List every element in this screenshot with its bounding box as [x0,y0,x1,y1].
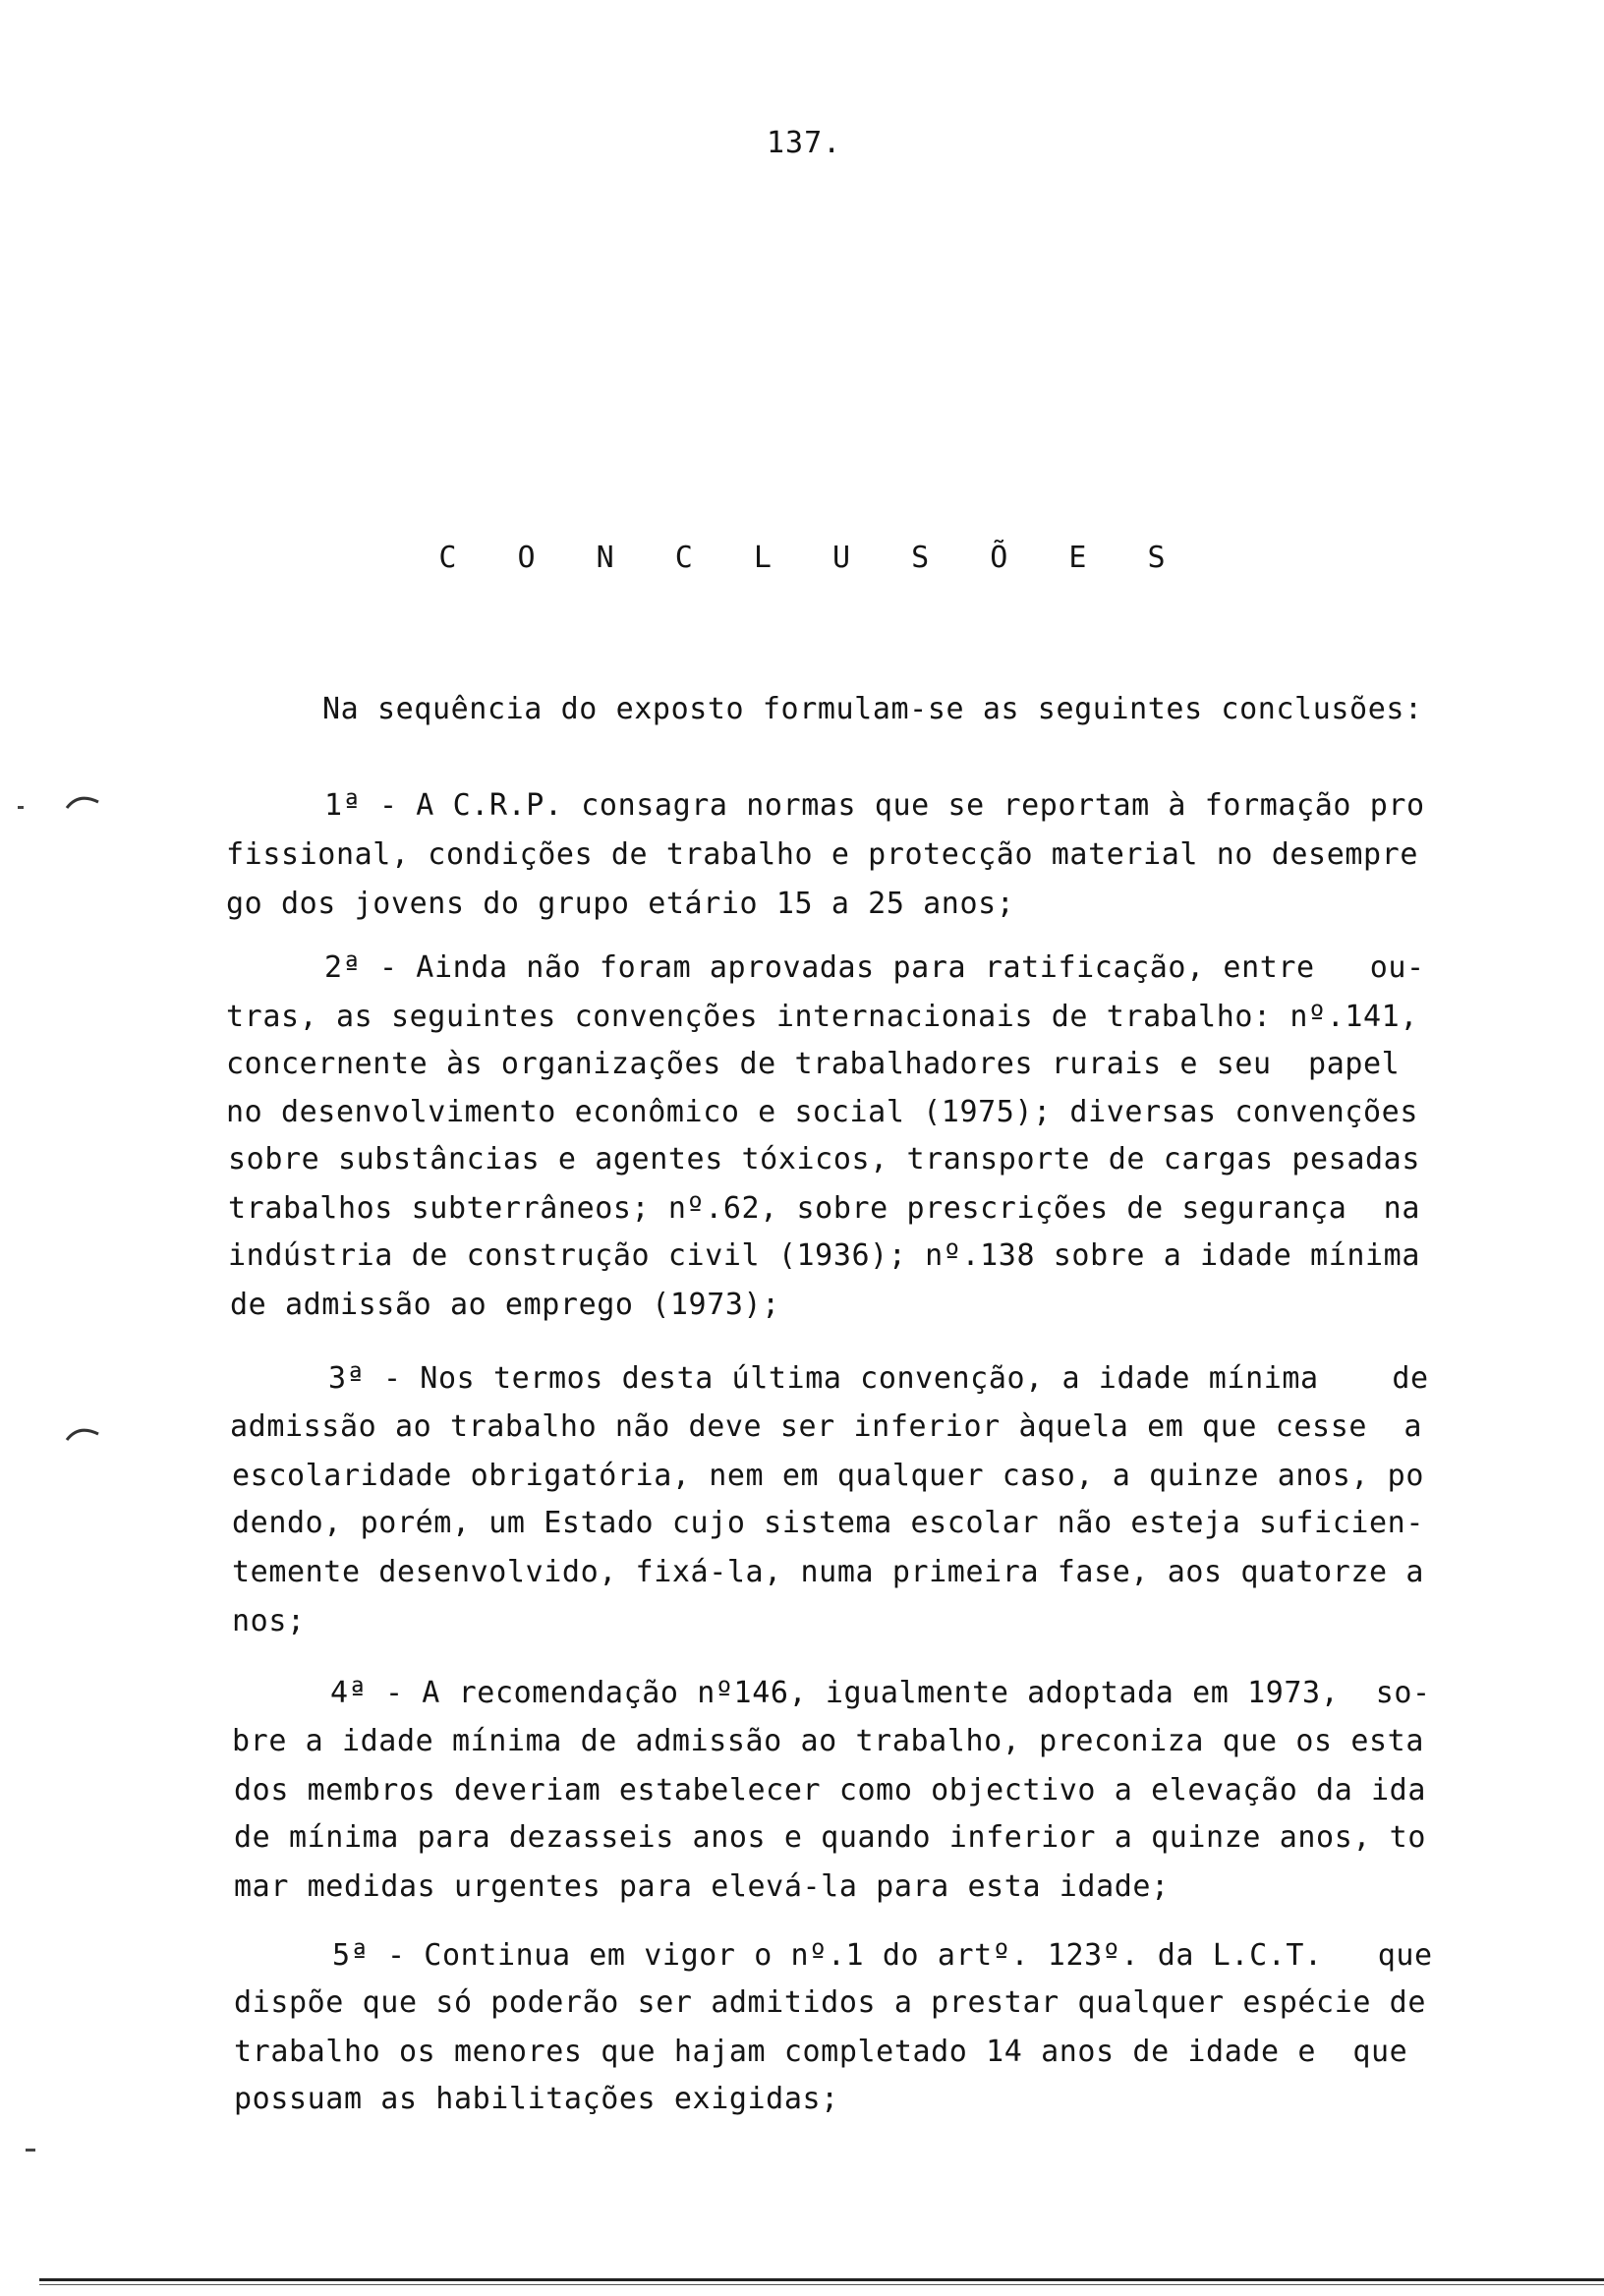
text-line: 5ª - Continua em vigor o nº.1 do artº. 123º. da L.C.T. que [332,1938,1433,1973]
text-line: mar medidas urgentes para elevá-la para esta idade; [234,1869,1170,1904]
footer-rule [39,2278,1604,2281]
intro-line: Na sequência do exposto formulam-se as seguintes conclusões: [322,692,1423,726]
text-line: possuam as habilitações exigidas; [234,2082,839,2116]
page-number: 137. [767,126,842,160]
margin-mark [59,1418,108,1448]
text-line: nos; [232,1604,306,1638]
text-line: no desenvolvimento econômico e social (1975); diversas convenções [226,1095,1418,1129]
text-line: 2ª - Ainda não foram aprovadas para ratificação, entre ou- [324,950,1425,985]
text-line: 1ª - A C.R.P. consagra normas que se reportam à formação pro [324,788,1425,823]
text-line: dispõe que só poderão ser admitidos a prestar qualquer espécie de [234,1985,1426,2020]
footer-rule-thin [39,2284,1604,2285]
margin-mark [59,786,108,816]
text-line: tras, as seguintes convenções internacionais de trabalho: nº.141, [226,1000,1418,1034]
text-line: 4ª - A recomendação nº146, igualmente adoptada em 1973, so- [330,1676,1431,1710]
text-line: bre a idade mínima de admissão ao trabalho, preconiza que os esta [232,1724,1424,1758]
text-line: de admissão ao emprego (1973); [230,1288,780,1322]
text-line: de mínima para dezasseis anos e quando inferior a quinze anos, to [234,1820,1426,1855]
text-line: indústria de construção civil (1936); nº.138 sobre a idade mínima [228,1238,1420,1273]
text-line: dos membros deveriam estabelecer como objectivo a elevação da ida [234,1773,1426,1808]
text-line: escolaridade obrigatória, nem em qualquer caso, a quinze anos, po [232,1459,1424,1493]
margin-dot [18,806,24,809]
section-title: C O N C L U S Õ E S [438,541,1187,575]
text-line: admissão ao trabalho não deve ser inferior àquela em que cesse a [230,1409,1422,1444]
text-line: trabalho os menores que hajam completado 14 anos de idade e que [234,2035,1408,2069]
text-line: go dos jovens do grupo etário 15 a 25 anos; [226,887,1015,921]
text-line: dendo, porém, um Estado cujo sistema escolar não esteja suficien- [232,1506,1424,1540]
text-line: temente desenvolvido, fixá-la, numa primeira fase, aos quatorze a [232,1555,1424,1589]
text-line: concernente às organizações de trabalhadores rurais e seu papel [226,1047,1401,1081]
text-line: trabalhos subterrâneos; nº.62, sobre prescrições de segurança na [228,1191,1420,1226]
text-line: fissional, condições de trabalho e protecção material no desempre [226,837,1418,872]
margin-dot [26,2149,35,2152]
text-line: 3ª - Nos termos desta última convenção, a idade mínima de [328,1361,1429,1396]
text-line: sobre substâncias e agentes tóxicos, transporte de cargas pesadas [228,1142,1420,1177]
